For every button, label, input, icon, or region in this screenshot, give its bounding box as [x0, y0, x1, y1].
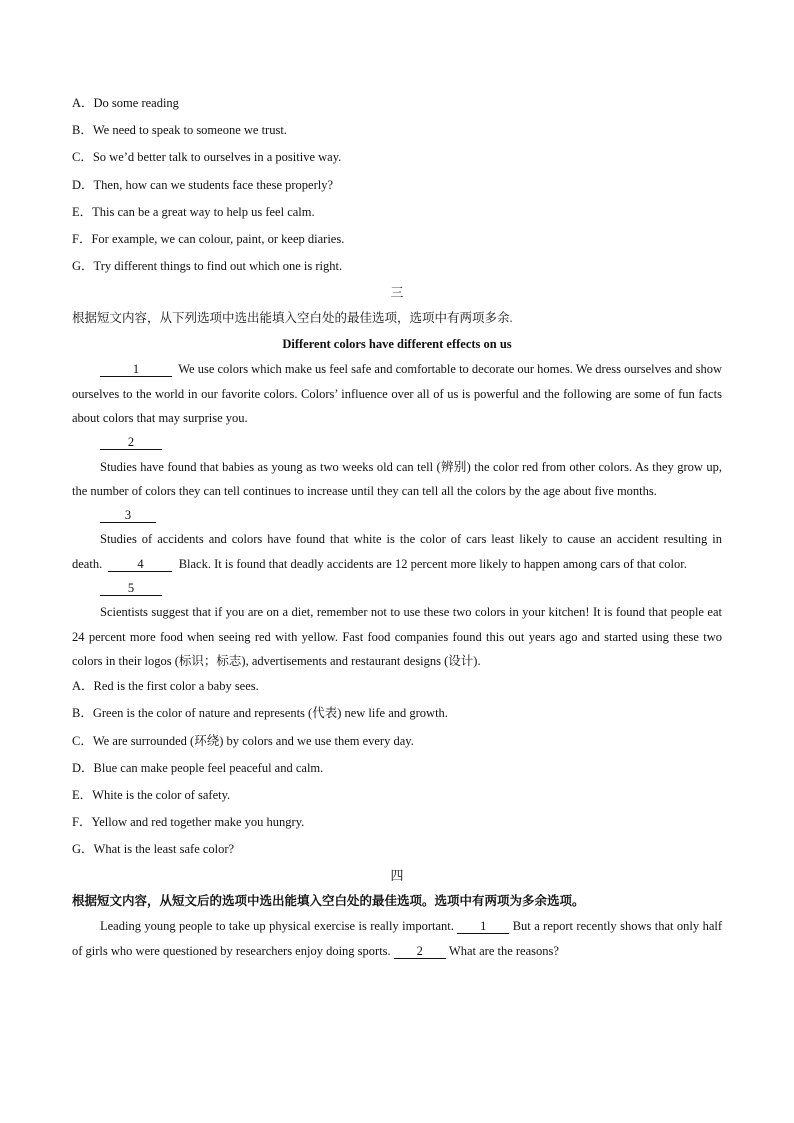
blank-2[interactable]: 2 — [394, 944, 446, 959]
option-g: G．What is the least safe color? — [72, 842, 235, 857]
option-e: E．White is the color of safety. — [72, 787, 231, 802]
passage-title: Different colors have different effects on us — [282, 337, 512, 352]
section3-options — [72, 673, 722, 863]
paragraph-1: 1 We use colors which make us feel safe and comfortable to decorate our homes. We dress ourselves and show ourselves to the world in our favorite colors. Colors’ influence over all of us is powerful and the following are some of fun facts about colors that may surprise you. — [72, 362, 723, 425]
option-c: C．So we’d better talk to ourselves in a positive way. — [72, 150, 342, 165]
option-a: A．Do some reading — [72, 96, 179, 110]
blank-2[interactable]: 2 — [100, 435, 162, 450]
section4-instruction: 根据短文内容，从短文后的选项中选出能填入空白处的最佳选项。选项中有两项为多余选项。 — [72, 894, 585, 909]
section4-paragraph-1: Leading young people to take up physical exercise is really important. 1 But a report recently shows that only half of girls who were questioned by researchers enjoy doing sports. 2 What are the reasons? — [72, 919, 723, 958]
blank-5[interactable]: 5 — [100, 581, 162, 596]
option-f: F．For example, we can colour, paint, or keep diaries. — [72, 231, 345, 246]
section2-options — [72, 90, 722, 280]
option-b: B．We need to speak to someone we trust. — [72, 123, 287, 138]
section3-number: 三 — [390, 285, 404, 301]
blank-line-2 — [72, 430, 722, 454]
option-c: C．We are surrounded (环绕) by colors and we use them every day. — [72, 733, 414, 748]
document-page — [72, 90, 722, 963]
section3-instruction: 根据短文内容，从下列选项中选出能填入空白处的最佳选项，选项中有两项多余. — [72, 311, 513, 326]
paragraph-2: Studies have found that babies as young as two weeks old can tell (辨别) the color red from other colors. As they grow up, the number of colors they can tell continues to increase until they can tell all the colors by the age about five months. — [72, 459, 722, 498]
paragraph-4: Scientists suggest that if you are on a diet, remember not to use these two colors in your kitchen! It is found that people eat 24 percent more food when seeing red with yellow. Fast food companies found this out years ago and started using these two colors in their logos (标识；标志), advertisements and restaurant designs (设计). — [72, 605, 722, 668]
blank-1[interactable]: 1 — [457, 919, 509, 934]
section4-number: 四 — [390, 868, 404, 884]
blank-line-5 — [72, 576, 722, 600]
option-a: A．Red is the first color a baby sees. — [72, 679, 259, 694]
option-b: B．Green is the color of nature and represents (代表) new life and growth. — [72, 706, 448, 721]
option-f: F．Yellow and red together make you hungry. — [72, 815, 305, 830]
paragraph-3: Studies of accidents and colors have found that white is the color of cars least likely to cause an accident resulting in death. 4 Black. It is found that deadly accidents are 12 percent more likely to happen among cars of that color. — [72, 532, 722, 571]
option-d: D．Blue can make people feel peaceful and calm. — [72, 760, 324, 775]
option-d: D．Then, how can we students face these properly? — [72, 177, 334, 192]
option-e: E．This can be a great way to help us feel calm. — [72, 204, 315, 219]
option-g: G．Try different things to find out which one is right. — [72, 259, 343, 274]
blank-1[interactable]: 1 — [100, 362, 172, 377]
blank-line-3 — [72, 503, 722, 527]
blank-4[interactable]: 4 — [108, 557, 172, 572]
blank-3[interactable]: 3 — [100, 508, 156, 523]
